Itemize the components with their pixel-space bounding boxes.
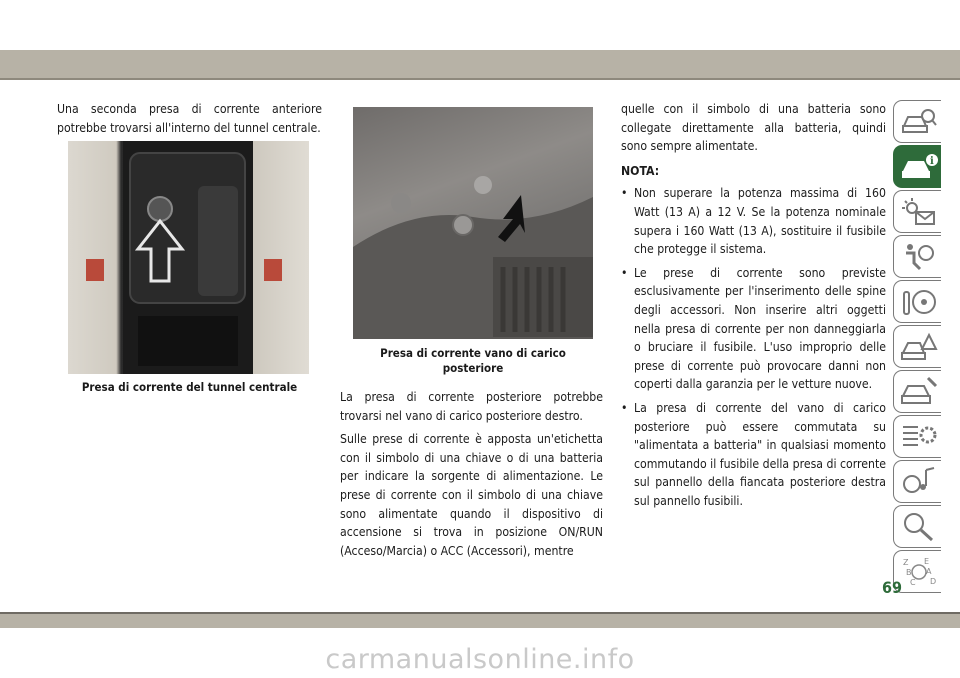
watermark: carmanualsonline.info [325,644,635,675]
tab-multimedia[interactable] [893,460,941,503]
airbag-seat-icon [900,241,938,273]
tab-specifications[interactable] [893,415,941,458]
tab-car-info[interactable] [893,145,941,188]
tab-driving[interactable] [893,280,941,323]
tab-service[interactable] [893,370,941,413]
tab-car-search[interactable] [893,100,941,143]
tab-search[interactable] [893,505,941,548]
cargo-outlet-caption: Presa di corrente vano di carico posteriore [380,346,566,375]
svg-text:C: C [910,578,916,587]
svg-text:A: A [926,567,932,576]
car-info-icon [900,151,938,183]
steering-wheel-icon [900,286,938,318]
tab-emergency[interactable] [893,325,941,368]
tab-warning-lights[interactable] [893,190,941,233]
breakdown-warning-icon [900,331,938,363]
rear-outlet-paragraph: La presa di corrente posteriore potrebbe trovarsi nel vano di carico posteriore destro. [340,390,603,423]
svg-text:D: D [930,577,937,586]
svg-text:E: E [924,557,930,566]
warning-light-message-icon [900,196,938,228]
multimedia-icon [900,466,938,498]
note-item: • Le prese di corrente sono previste esclusivamente per l'inserimento delle spine degli accessori. Non inserire altri oggetti nella presa di corrente per non danneggiarla o bruciare il fusibile. L'uso improprio delle prese di corrente può provocare danni non coperti dalla garanzia per le vetture nuove. [621,264,886,394]
note-item: • Non superare la potenza massima di 160 Watt (13 A) a 12 V. Se la potenza nominale supera i 160 Watt (13 A), sostituire il fusibile che protegge il sistema. [621,184,886,258]
label-symbol-paragraph: Sulle prese di corrente è apposta un'etichetta con il simbolo di una chiave o di una batteria per indicare la sorgente di alimentazione. Le prese di corrente con il simbolo di una chiave sono alimentate quando il dispositivo di accensione si trova in posizione ON/RUN (Acceso/Marcia) o ACC (Accessori), mentre [340,432,603,558]
car-service-icon [900,376,938,408]
tab-safety[interactable] [893,235,941,278]
svg-text:Z: Z [903,558,909,567]
header-band [0,50,960,80]
column-2-text [340,388,603,565]
note-list [621,184,886,510]
cargo-outlet-photo [353,107,593,339]
alphabet-index-icon [900,556,938,588]
battery-paragraph: quelle con il simbolo di una batteria sono collegate direttamente alla batteria, quindi sono sempre alimentate. [621,102,886,154]
car-search-icon [900,106,938,138]
note-item: • La presa di corrente del vano di carico posteriore può essere commutata su "alimentata a batteria" in qualsiasi momento commutando il fusibile della presa di corrente sul pannello della fiancata posteriore destra sul pannello fusibili. [621,399,886,511]
center-tunnel-photo [68,141,309,374]
footer-band [0,612,960,628]
column-3-text [621,100,886,515]
svg-text:B: B [906,568,912,577]
center-tunnel-caption: Presa di corrente del tunnel centrale [81,380,298,394]
magnifier-icon [900,511,938,543]
svg-text:i: i [930,156,934,167]
note-heading: NOTA: [621,163,660,178]
page-number: 69 [881,578,902,597]
intro-paragraph: Una seconda presa di corrente anteriore potrebbe trovarsi all'interno del tunnel centrale. [57,102,322,135]
specifications-gear-icon [900,421,938,453]
